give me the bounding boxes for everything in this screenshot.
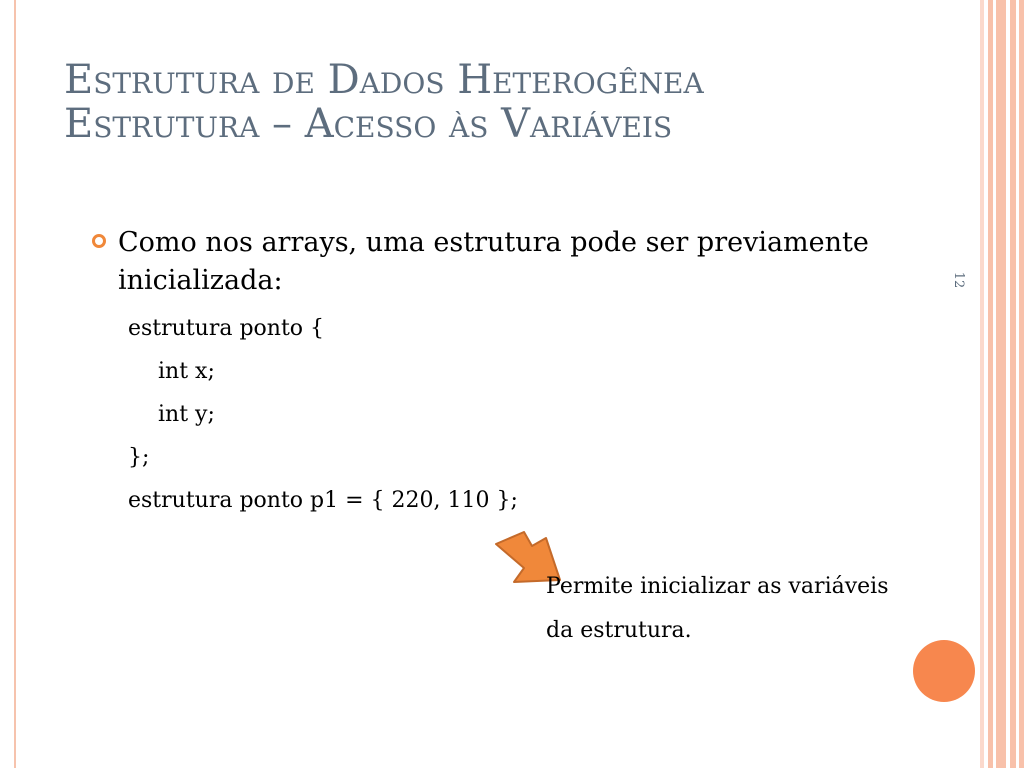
right-decor-stripe [980,0,984,768]
code-line: estrutura ponto p1 = { 220, 110 }; [128,488,518,513]
bullet-text: Como nos arrays, uma estrutura pode ser previamente inicializada: [118,227,869,296]
code-line: estrutura ponto { [128,316,325,341]
title-line-2: Estrutura – Acesso às Variáveis [64,101,673,147]
slide-number: 12 [951,271,966,289]
note-line: Permite inicializar as variáveis [546,574,889,599]
code-line: int y; [158,402,215,427]
bullet-icon [92,234,106,248]
right-decor-stripe [1019,0,1024,768]
right-decor-stripe [996,0,1006,768]
title-line-1: Estrutura de Dados Heterogênea [64,57,704,103]
code-line: int x; [158,359,215,384]
note-line: da estrutura. [546,618,692,643]
right-decor-stripe [988,0,993,768]
left-border-line [14,0,16,768]
right-decor-stripe [1010,0,1016,768]
decorative-circle [913,640,975,702]
slide-title [64,58,964,146]
code-line: }; [128,445,150,470]
